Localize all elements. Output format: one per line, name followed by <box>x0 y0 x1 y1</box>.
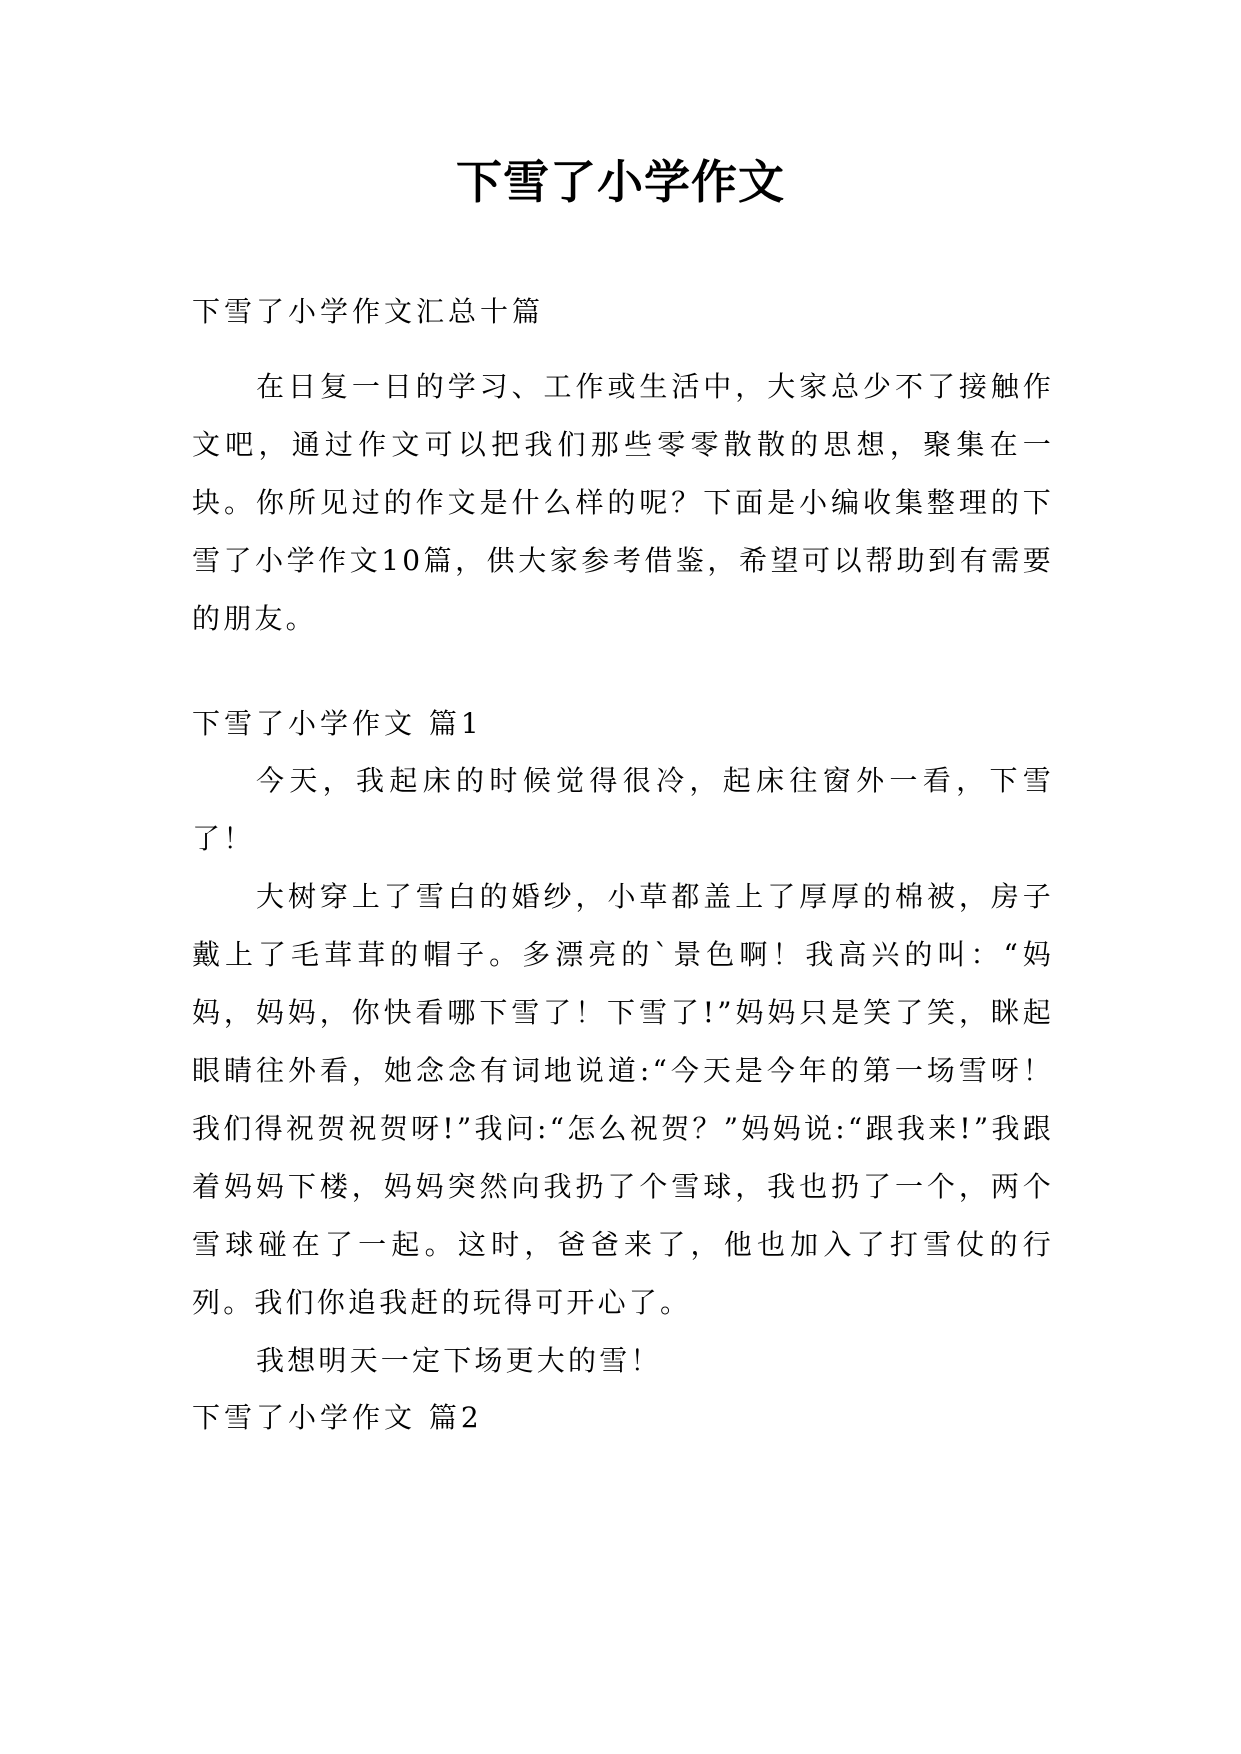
document-subtitle: 下雪了小学作文汇总十篇 <box>192 295 545 328</box>
section-1-paragraph-1: 今天，我起床的时候觉得很冷，起床往窗外一看，下雪了！ <box>192 764 1054 855</box>
section-heading-1: 下雪了小学作文 篇1 <box>192 707 483 740</box>
section-heading-2: 下雪了小学作文 篇2 <box>192 1401 483 1434</box>
section-1-paragraph-3: 我想明天一定下场更大的雪！ <box>256 1344 662 1377</box>
document-title: 下雪了小学作文 <box>456 155 785 209</box>
intro-paragraph: 在日复一日的学习、工作或生活中，大家总少不了接触作文吧，通过作文可以把我们那些零零散散的思想，聚集在一块。你所见过的作文是什么样的呢？下面是小编收集整理的下雪了小学作文10篇，供大家参考借鉴，希望可以帮助到有需要的朋友。 <box>192 370 1054 635</box>
intro-block <box>192 358 1054 648</box>
section-1-body <box>192 752 1054 1390</box>
section-1-paragraph-2: 大树穿上了雪白的婚纱，小草都盖上了厚厚的棉被，房子戴上了毛茸茸的帽子。多漂亮的`景色啊！我高兴的叫：“妈妈，妈妈，你快看哪下雪了！下雪了!”妈妈只是笑了笑，眯起眼睛往外看，她念念有词地说道:“今天是今年的第一场雪呀！我们得祝贺祝贺呀!”我问:“怎么祝贺？”妈妈说:“跟我来!”我跟着妈妈下楼，妈妈突然向我扔了个雪球，我也扔了一个，两个雪球碰在了一起。这时，爸爸来了，他也加入了打雪仗的行列。我们你追我赶的玩得可开心了。 <box>192 880 1054 1319</box>
